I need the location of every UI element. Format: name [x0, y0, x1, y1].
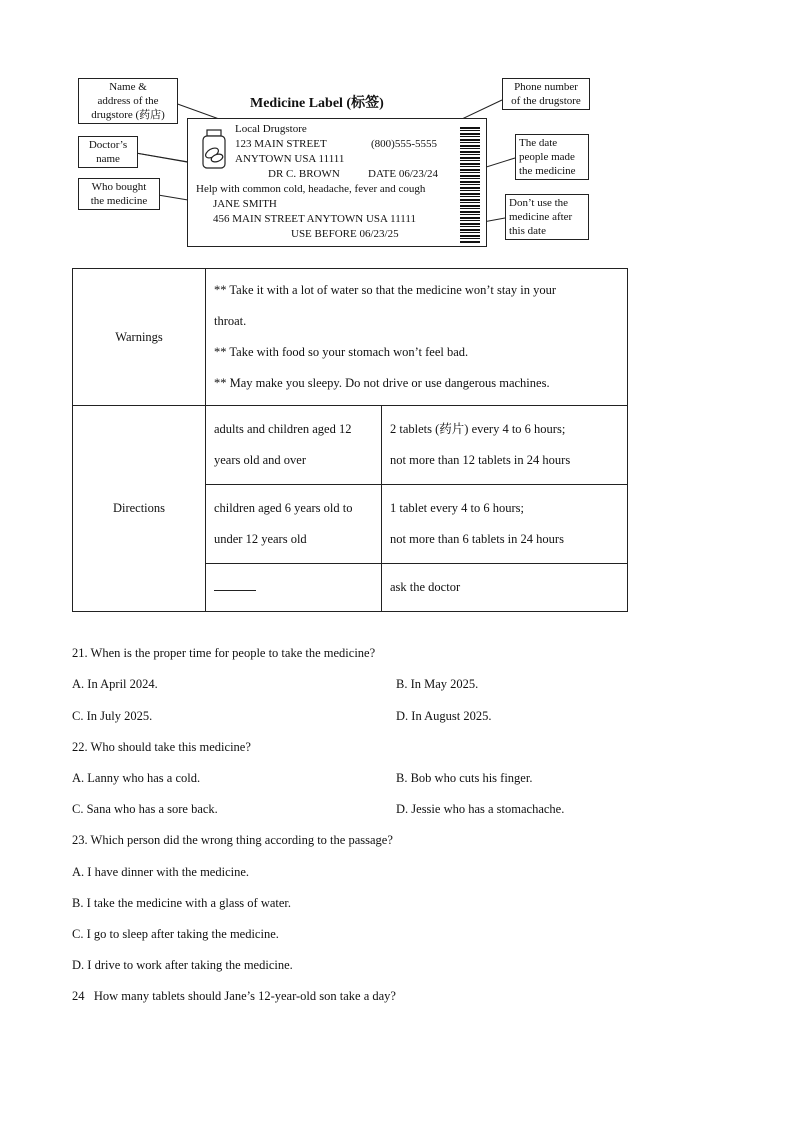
- option[interactable]: A. I have dinner with the medicine.: [72, 865, 250, 879]
- option[interactable]: B. I take the medicine with a glass of water.: [72, 896, 292, 910]
- warning-line: ** Take with food so your stomach won’t feel bad.: [214, 345, 469, 359]
- buyer-address: 456 MAIN STREET ANYTOWN USA 11111: [213, 213, 416, 225]
- warning-line: ** May make you sleepy. Do not drive or use dangerous machines.: [214, 376, 550, 390]
- option[interactable]: C. In July 2025.: [72, 709, 153, 723]
- callout-phone: Phone number of the drugstore: [502, 78, 590, 110]
- medicine-info-table: [72, 268, 628, 612]
- option[interactable]: D. In August 2025.: [396, 709, 492, 723]
- store-city: ANYTOWN USA 11111: [235, 153, 345, 165]
- direction-group: adults and children aged 12 years old and over: [206, 406, 382, 485]
- store-name: Local Drugstore: [235, 123, 307, 135]
- made-date: DATE 06/23/24: [368, 168, 438, 180]
- warnings-row: [73, 269, 628, 406]
- callout-who-bought: Who bought the medicine: [78, 178, 160, 210]
- option[interactable]: C. I go to sleep after taking the medicine.: [72, 927, 279, 941]
- question-23: 23. Which person did the wrong thing according to the passage?: [72, 833, 393, 847]
- store-street: 123 MAIN STREET: [235, 138, 327, 150]
- option[interactable]: D. Jessie who has a stomachache.: [396, 802, 565, 816]
- direction-dose: 2 tablets (药片) every 4 to 6 hours; not more than 12 tablets in 24 hours: [382, 406, 628, 485]
- answer-blank: [214, 576, 256, 591]
- warning-line: throat.: [214, 314, 247, 328]
- question-21: 21. When is the proper time for people to take the medicine?: [72, 646, 376, 660]
- callout-doctor: Doctor’s name: [78, 136, 138, 168]
- callout-date-made: The date people made the medicine: [515, 134, 589, 180]
- option[interactable]: B. Bob who cuts his finger.: [396, 771, 533, 785]
- warning-line: ** Take it with a lot of water so that the medicine won’t stay in your: [214, 283, 556, 297]
- direction-dose: 1 tablet every 4 to 6 hours; not more than 6 tablets in 24 hours: [382, 485, 628, 564]
- question-24: 24 How many tablets should Jane’s 12-year-old son take a day?: [72, 989, 396, 1003]
- figure-title: Medicine Label (标签): [250, 96, 384, 111]
- option[interactable]: D. I drive to work after taking the medicine.: [72, 958, 293, 972]
- direction-group-blank: [206, 564, 382, 612]
- direction-group: children aged 6 years old to under 12 years old: [206, 485, 382, 564]
- pill-bottle-icon: [201, 129, 227, 169]
- medicine-use: Help with common cold, headache, fever and cough: [196, 183, 426, 195]
- directions-header: Directions: [73, 406, 206, 612]
- option[interactable]: A. In April 2024.: [72, 677, 158, 691]
- warnings-header: Warnings: [73, 269, 206, 406]
- label-box: [187, 118, 487, 247]
- callout-name-address: Name & address of the drugstore (药店): [78, 78, 178, 124]
- option[interactable]: B. In May 2025.: [396, 677, 479, 691]
- medicine-label-figure: [72, 72, 602, 252]
- question-22: 22. Who should take this medicine?: [72, 740, 251, 754]
- expiry-date: USE BEFORE 06/23/25: [291, 228, 399, 240]
- option[interactable]: C. Sana who has a sore back.: [72, 802, 218, 816]
- callout-dont-use: Don’t use the medicine after this date: [505, 194, 589, 240]
- option[interactable]: A. Lanny who has a cold.: [72, 771, 201, 785]
- buyer-name: JANE SMITH: [213, 198, 277, 210]
- directions-row: [73, 406, 628, 485]
- warnings-cell: [206, 269, 628, 406]
- barcode: [460, 127, 480, 243]
- direction-dose: ask the doctor: [382, 564, 628, 612]
- doctor-name: DR C. BROWN: [268, 168, 340, 180]
- store-phone: (800)555-5555: [371, 138, 437, 150]
